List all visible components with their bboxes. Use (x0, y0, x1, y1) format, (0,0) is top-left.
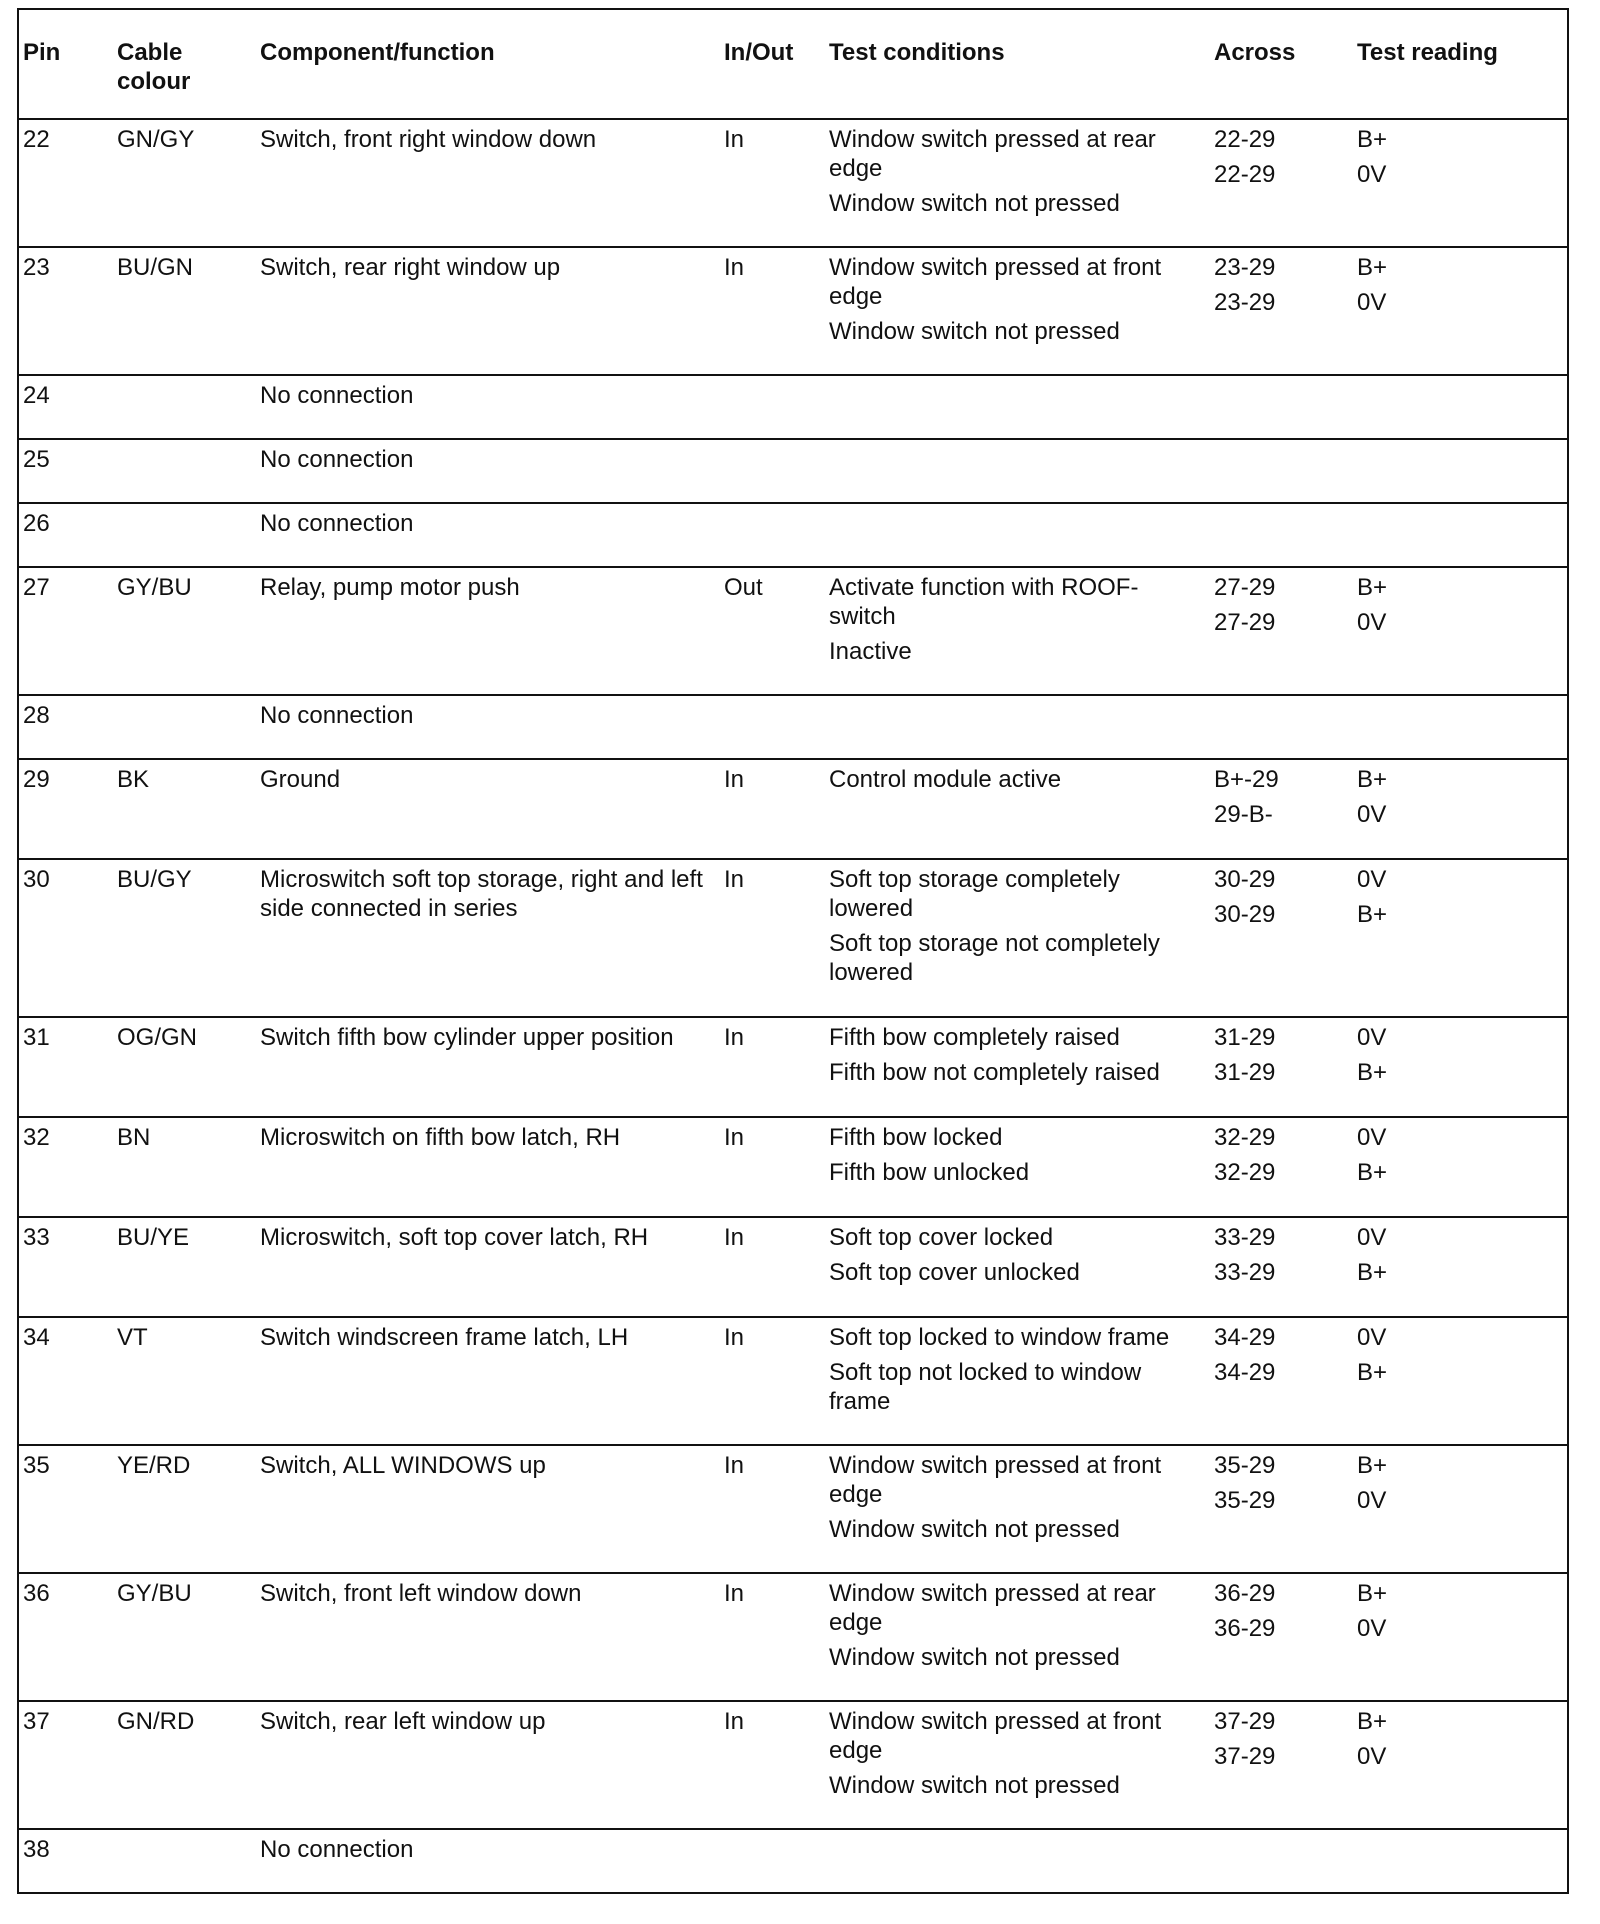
across-cell-list (1214, 765, 1347, 829)
test-conditions-cell (825, 1701, 1210, 1829)
pin-cell: 32 (23, 1124, 50, 1151)
test-condition: Window switch not pressed (829, 190, 1120, 217)
across-cell-list (1214, 865, 1347, 929)
across-value: B+-29 (1214, 766, 1279, 793)
table-row (18, 1445, 1568, 1573)
pin-cell: 29 (23, 766, 50, 793)
across-value: 37-29 (1214, 1708, 1276, 1735)
pin-cell: 34 (23, 1324, 50, 1351)
table-row (18, 567, 1568, 695)
across-value: 35-29 (1214, 1452, 1276, 1479)
pin-cell: 28 (23, 702, 50, 729)
in-out-cell: In (724, 126, 745, 153)
component-function-cell: Switch windscreen frame latch, LH (260, 1324, 629, 1351)
header-test-conditions: Test conditions (825, 9, 1210, 119)
test-reading-cell-list (1357, 125, 1561, 189)
across-cell-list (1214, 1323, 1347, 1387)
across-value: 36-29 (1214, 1615, 1276, 1642)
component-function-cell: Ground (260, 766, 341, 793)
cable-colour-cell: BK (117, 766, 150, 793)
test-conditions-cell (825, 1573, 1210, 1701)
component-function-cell: Switch, front left window down (260, 1580, 582, 1607)
across-cell (1210, 1317, 1353, 1445)
across-value: 34-29 (1214, 1324, 1276, 1351)
test-reading-cell (1353, 247, 1568, 375)
across-value: 30-29 (1214, 901, 1276, 928)
across-value: 33-29 (1214, 1259, 1276, 1286)
test-reading-value: 0V (1357, 1024, 1387, 1051)
table-row (18, 1573, 1568, 1701)
test-conditions-cell (825, 1017, 1210, 1117)
test-reading-value: 0V (1357, 1224, 1387, 1251)
test-reading-cell (1353, 759, 1568, 859)
in-out-cell: In (724, 766, 745, 793)
cable-colour-cell (113, 375, 256, 439)
across-cell (1210, 1445, 1353, 1573)
across-cell (1210, 247, 1353, 375)
cable-colour-cell: OG/GN (117, 1024, 198, 1051)
test-reading-cell (1353, 1829, 1568, 1893)
cable-colour-cell: BU/YE (117, 1224, 190, 1251)
component-function-cell: Switch fifth bow cylinder upper position (260, 1024, 674, 1051)
across-cell (1210, 1829, 1353, 1893)
table-row (18, 1117, 1568, 1217)
test-reading-value: B+ (1357, 1708, 1388, 1735)
test-conditions-cell (825, 567, 1210, 695)
test-condition: Window switch pressed at front edge (829, 1708, 1162, 1764)
table-header (18, 9, 1568, 119)
test-conditions-cell (825, 859, 1210, 1017)
test-reading-value: 0V (1357, 1124, 1387, 1151)
cable-colour-cell (113, 1829, 256, 1893)
pin-cell: 38 (23, 1836, 50, 1863)
across-value: 32-29 (1214, 1159, 1276, 1186)
table-row (18, 1701, 1568, 1829)
table-row (18, 375, 1568, 439)
table-row (18, 1217, 1568, 1317)
cable-colour-cell: YE/RD (117, 1452, 191, 1479)
test-reading-cell (1353, 119, 1568, 247)
test-condition: Fifth bow locked (829, 1124, 1003, 1151)
test-reading-value: B+ (1357, 766, 1388, 793)
pin-cell: 23 (23, 254, 50, 281)
header-in-out: In/Out (720, 9, 825, 119)
in-out-cell: In (724, 1708, 745, 1735)
test-reading-cell-list (1357, 1707, 1561, 1771)
test-condition: Fifth bow not completely raised (829, 1059, 1160, 1086)
in-out-cell: In (724, 1024, 745, 1051)
across-value: 35-29 (1214, 1487, 1276, 1514)
pin-cell: 25 (23, 446, 50, 473)
test-condition: Control module active (829, 766, 1062, 793)
test-reading-value: B+ (1357, 1452, 1388, 1479)
test-reading-cell-list (1357, 573, 1561, 637)
across-value: 29-B- (1214, 801, 1273, 828)
across-cell (1210, 119, 1353, 247)
test-conditions-cell-list (829, 1223, 1204, 1287)
test-reading-cell-list (1357, 1023, 1561, 1087)
across-cell-list (1214, 125, 1347, 189)
in-out-cell: Out (724, 574, 763, 601)
test-condition: Soft top locked to window frame (829, 1324, 1170, 1351)
test-conditions-cell-list (829, 253, 1204, 346)
test-reading-cell (1353, 1445, 1568, 1573)
across-cell-list (1214, 1023, 1347, 1087)
test-condition: Window switch not pressed (829, 1516, 1120, 1543)
pin-cell: 33 (23, 1224, 50, 1251)
across-value: 23-29 (1214, 254, 1276, 281)
component-function-cell: Relay, pump motor push (260, 574, 520, 601)
test-reading-cell (1353, 1017, 1568, 1117)
table-row (18, 1829, 1568, 1893)
pin-cell: 22 (23, 126, 50, 153)
test-reading-cell (1353, 1573, 1568, 1701)
test-condition: Window switch pressed at rear edge (829, 126, 1156, 182)
in-out-cell (720, 1829, 825, 1893)
component-function-cell: Microswitch, soft top cover latch, RH (260, 1224, 649, 1251)
across-value: 33-29 (1214, 1224, 1276, 1251)
across-cell-list (1214, 1579, 1347, 1643)
test-reading-value: B+ (1357, 1159, 1388, 1186)
component-function-cell: Microswitch on fifth bow latch, RH (260, 1124, 621, 1151)
table-body (18, 119, 1568, 1893)
test-reading-value: 0V (1357, 161, 1387, 188)
test-condition: Soft top storage completely lowered (829, 866, 1120, 922)
table-row (18, 247, 1568, 375)
across-value: 27-29 (1214, 574, 1276, 601)
test-conditions-cell (825, 247, 1210, 375)
component-function-cell: No connection (260, 510, 414, 537)
test-condition: Fifth bow completely raised (829, 1024, 1120, 1051)
across-cell-list (1214, 253, 1347, 317)
in-out-cell (720, 375, 825, 439)
test-conditions-cell (825, 119, 1210, 247)
pin-test-table-document (17, 8, 1567, 1894)
test-reading-cell-list (1357, 1123, 1561, 1187)
table-row (18, 1317, 1568, 1445)
test-conditions-cell (825, 439, 1210, 503)
test-reading-value: B+ (1357, 126, 1388, 153)
test-reading-cell (1353, 439, 1568, 503)
table-row (18, 439, 1568, 503)
test-condition: Window switch pressed at front edge (829, 1452, 1162, 1508)
test-conditions-cell (825, 1445, 1210, 1573)
across-value: 22-29 (1214, 161, 1276, 188)
cable-colour-cell: BU/GN (117, 254, 194, 281)
header-test-reading: Test reading (1353, 9, 1568, 119)
cable-colour-cell: GN/RD (117, 1708, 195, 1735)
across-cell (1210, 375, 1353, 439)
test-reading-value: 0V (1357, 1487, 1387, 1514)
pin-cell: 26 (23, 510, 50, 537)
across-value: 34-29 (1214, 1359, 1276, 1386)
test-conditions-cell-list (829, 1323, 1204, 1416)
across-cell-list (1214, 1451, 1347, 1515)
test-reading-cell-list (1357, 765, 1561, 829)
test-reading-value: 0V (1357, 801, 1387, 828)
in-out-cell: In (724, 1324, 745, 1351)
table-row (18, 1017, 1568, 1117)
table-row (18, 759, 1568, 859)
test-reading-value: B+ (1357, 1359, 1388, 1386)
test-conditions-cell-list (829, 1579, 1204, 1672)
across-value: 37-29 (1214, 1743, 1276, 1770)
test-conditions-cell-list (829, 573, 1204, 666)
test-condition: Window switch not pressed (829, 1644, 1120, 1671)
test-reading-value: B+ (1357, 254, 1388, 281)
across-cell-list (1214, 1123, 1347, 1187)
across-value: 23-29 (1214, 289, 1276, 316)
cable-colour-cell (113, 439, 256, 503)
test-reading-value: B+ (1357, 574, 1388, 601)
header-across: Across (1210, 9, 1353, 119)
test-conditions-cell (825, 1317, 1210, 1445)
component-function-cell: Switch, ALL WINDOWS up (260, 1452, 546, 1479)
test-conditions-cell-list (829, 1707, 1204, 1800)
test-conditions-cell (825, 375, 1210, 439)
header-component-function: Component/function (256, 9, 720, 119)
test-conditions-cell-list (829, 865, 1204, 987)
component-function-cell: No connection (260, 702, 414, 729)
across-value: 31-29 (1214, 1024, 1276, 1051)
header-pin: Pin (18, 9, 113, 119)
across-cell-list (1214, 573, 1347, 637)
test-reading-value: B+ (1357, 1259, 1388, 1286)
test-reading-cell (1353, 567, 1568, 695)
across-cell (1210, 1573, 1353, 1701)
in-out-cell: In (724, 1580, 745, 1607)
across-cell (1210, 759, 1353, 859)
across-value: 31-29 (1214, 1059, 1276, 1086)
across-cell (1210, 1117, 1353, 1217)
test-condition: Soft top not locked to window frame (829, 1359, 1142, 1415)
pin-test-table (17, 8, 1569, 1894)
test-condition: Window switch pressed at front edge (829, 254, 1162, 310)
test-reading-cell-list (1357, 1323, 1561, 1387)
pin-cell: 27 (23, 574, 50, 601)
test-reading-cell-list (1357, 865, 1561, 929)
test-reading-cell (1353, 503, 1568, 567)
cable-colour-cell: VT (117, 1324, 148, 1351)
in-out-cell (720, 439, 825, 503)
test-condition: Soft top storage not completely lowered (829, 930, 1160, 986)
test-reading-cell (1353, 859, 1568, 1017)
cable-colour-cell: GY/BU (117, 1580, 192, 1607)
test-condition: Window switch pressed at rear edge (829, 1580, 1156, 1636)
across-value: 22-29 (1214, 126, 1276, 153)
component-function-cell: Microswitch soft top storage, right and left side connected in series (260, 866, 703, 922)
across-cell (1210, 503, 1353, 567)
test-reading-value: 0V (1357, 1743, 1387, 1770)
component-function-cell: No connection (260, 446, 414, 473)
in-out-cell: In (724, 866, 745, 893)
across-cell-list (1214, 1707, 1347, 1771)
pin-cell: 36 (23, 1580, 50, 1607)
pin-cell: 35 (23, 1452, 50, 1479)
across-cell (1210, 567, 1353, 695)
test-reading-value: B+ (1357, 1580, 1388, 1607)
table-row (18, 695, 1568, 759)
across-value: 32-29 (1214, 1124, 1276, 1151)
test-reading-cell (1353, 375, 1568, 439)
across-cell-list (1214, 1223, 1347, 1287)
table-row (18, 119, 1568, 247)
across-value: 36-29 (1214, 1580, 1276, 1607)
in-out-cell: In (724, 1452, 745, 1479)
in-out-cell: In (724, 1124, 745, 1151)
pin-cell: 31 (23, 1024, 50, 1051)
test-condition: Fifth bow unlocked (829, 1159, 1030, 1186)
component-function-cell: No connection (260, 382, 414, 409)
test-conditions-cell (825, 1829, 1210, 1893)
test-condition: Window switch not pressed (829, 1772, 1120, 1799)
pin-cell: 24 (23, 382, 50, 409)
component-function-cell: Switch, front right window down (260, 126, 597, 153)
cable-colour-cell: BN (117, 1124, 151, 1151)
test-reading-cell-list (1357, 1223, 1561, 1287)
test-condition: Inactive (829, 638, 912, 665)
across-cell (1210, 1017, 1353, 1117)
test-conditions-cell (825, 759, 1210, 859)
test-reading-value: B+ (1357, 901, 1388, 928)
test-conditions-cell-list (829, 765, 1204, 794)
in-out-cell (720, 695, 825, 759)
cable-colour-cell (113, 695, 256, 759)
cable-colour-cell: GN/GY (117, 126, 195, 153)
across-cell (1210, 859, 1353, 1017)
test-conditions-cell-list (829, 1451, 1204, 1544)
in-out-cell (720, 503, 825, 567)
cable-colour-cell: BU/GY (117, 866, 192, 893)
test-conditions-cell (825, 1117, 1210, 1217)
test-reading-value: 0V (1357, 1324, 1387, 1351)
across-cell (1210, 439, 1353, 503)
test-reading-cell (1353, 1217, 1568, 1317)
test-reading-value: 0V (1357, 289, 1387, 316)
component-function-cell: Switch, rear right window up (260, 254, 561, 281)
test-conditions-cell-list (829, 1023, 1204, 1087)
component-function-cell: No connection (260, 1836, 414, 1863)
in-out-cell: In (724, 1224, 745, 1251)
across-cell (1210, 695, 1353, 759)
test-condition: Window switch not pressed (829, 318, 1120, 345)
test-condition: Soft top cover unlocked (829, 1259, 1080, 1286)
pin-cell: 37 (23, 1708, 50, 1735)
test-reading-value: B+ (1357, 1059, 1388, 1086)
test-reading-value: 0V (1357, 609, 1387, 636)
test-reading-cell (1353, 1701, 1568, 1829)
test-reading-cell (1353, 695, 1568, 759)
test-conditions-cell-list (829, 1123, 1204, 1187)
header-cable-colour: Cable colour (113, 9, 256, 119)
test-conditions-cell (825, 1217, 1210, 1317)
across-value: 30-29 (1214, 866, 1276, 893)
cable-colour-cell (113, 503, 256, 567)
test-reading-cell-list (1357, 1579, 1561, 1643)
test-reading-cell-list (1357, 1451, 1561, 1515)
table-row (18, 503, 1568, 567)
test-reading-cell-list (1357, 253, 1561, 317)
pin-cell: 30 (23, 866, 50, 893)
component-function-cell: Switch, rear left window up (260, 1708, 546, 1735)
across-value: 27-29 (1214, 609, 1276, 636)
test-condition: Soft top cover locked (829, 1224, 1054, 1251)
test-condition: Activate function with ROOF-switch (829, 574, 1139, 630)
test-reading-cell (1353, 1317, 1568, 1445)
table-row (18, 859, 1568, 1017)
test-reading-value: 0V (1357, 1615, 1387, 1642)
cable-colour-cell: GY/BU (117, 574, 192, 601)
across-cell (1210, 1217, 1353, 1317)
test-conditions-cell (825, 695, 1210, 759)
test-reading-value: 0V (1357, 866, 1387, 893)
test-conditions-cell-list (829, 125, 1204, 218)
in-out-cell: In (724, 254, 745, 281)
across-cell (1210, 1701, 1353, 1829)
test-reading-cell (1353, 1117, 1568, 1217)
test-conditions-cell (825, 503, 1210, 567)
